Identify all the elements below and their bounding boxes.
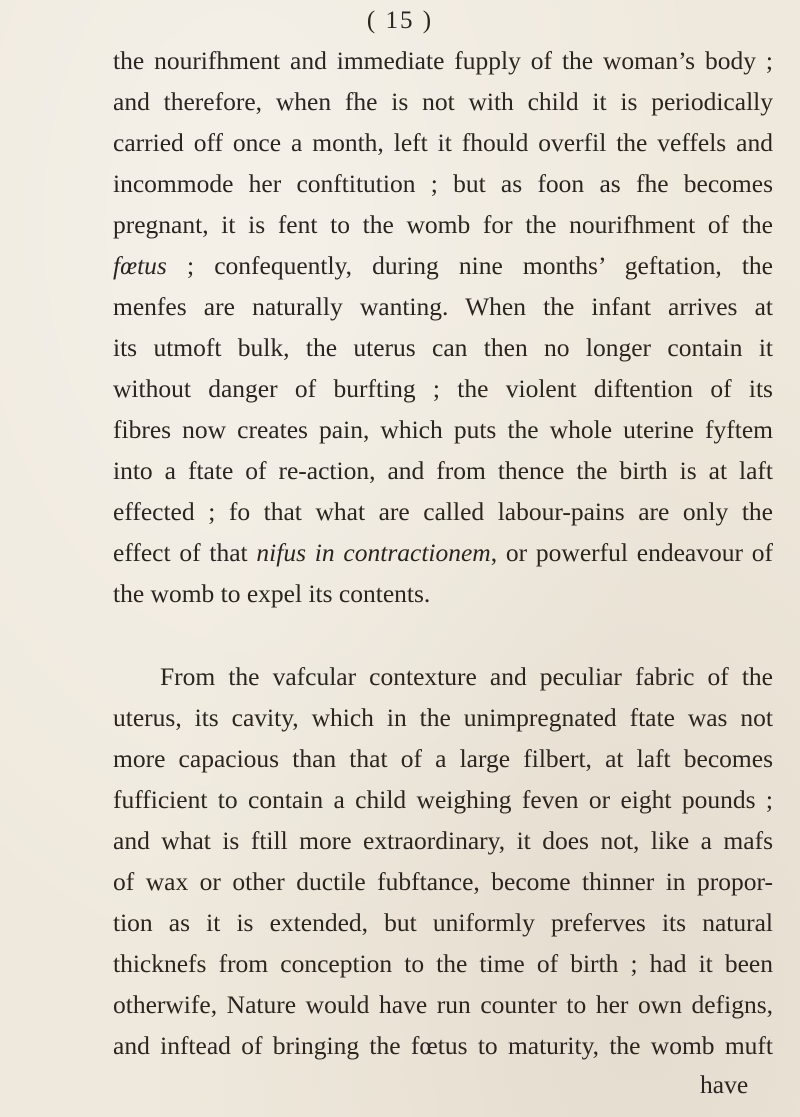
text-run: effect of that [113, 538, 257, 567]
text-line: its utmoft bulk, the uterus can then no longer contain it [113, 333, 773, 362]
text-line: and what is ftill more extraordinary, it does not, like a mafs [113, 826, 773, 855]
text-line: the nourifhment and immediate fupply of the woman’s body ; [113, 46, 773, 75]
text-line: fibres now creates pain, which puts the whole uterine fyftem [113, 415, 773, 444]
text-line: and inftead of bringing the fœtus to maturity, the womb muft [113, 1031, 773, 1060]
text-line: carried off once a month, left it fhould overfil the veffels and [113, 128, 773, 157]
text-line: of wax or other ductile fubftance, become thinner in propor- [113, 867, 773, 896]
text-line: more capacious than that of a large filbert, at laft becomes [113, 744, 773, 773]
text-line: and therefore, when fhe is not with child it is periodically [113, 87, 773, 116]
text-line [113, 536, 773, 570]
italic-term: nifus in contractionem [256, 538, 491, 567]
text-line: effected ; fo that what are called labour-pains are only the [113, 497, 773, 526]
text-line: From the vafcular contexture and peculiar fabric of the [160, 662, 773, 691]
text-line: thicknefs from conception to the time of birth ; had it been [113, 949, 773, 978]
italic-term: fœtus [113, 251, 167, 280]
text-line: without danger of burfting ; the violent diftention of its [113, 374, 773, 403]
catchword: have [700, 1070, 749, 1099]
text-run: ; confequently, during nine months’ geftation, the [166, 251, 773, 280]
text-line: fufficient to contain a child weighing feven or eight pounds ; [113, 785, 773, 814]
page-number: ( 15 ) [366, 7, 434, 34]
text-line: menfes are naturally wanting. When the infant arrives at [113, 292, 773, 321]
text-line: incommode her conftitution ; but as foon as fhe becomes [113, 169, 773, 198]
text-line: tion as it is extended, but uniformly preferves its natural [113, 908, 773, 937]
text-line: otherwife, Nature would have run counter to her own defigns, [113, 990, 773, 1019]
text-line [113, 249, 773, 283]
text-line: pregnant, it is fent to the womb for the nourifhment of the [113, 210, 773, 239]
text-line: into a ftate of re-action, and from thence the birth is at laft [113, 456, 773, 485]
text-line: uterus, its cavity, which in the unimpregnated ftate was not [113, 703, 773, 732]
text-line: the womb to expel its contents. [113, 579, 431, 608]
text-run: , or powerful endeavour of [490, 538, 774, 567]
